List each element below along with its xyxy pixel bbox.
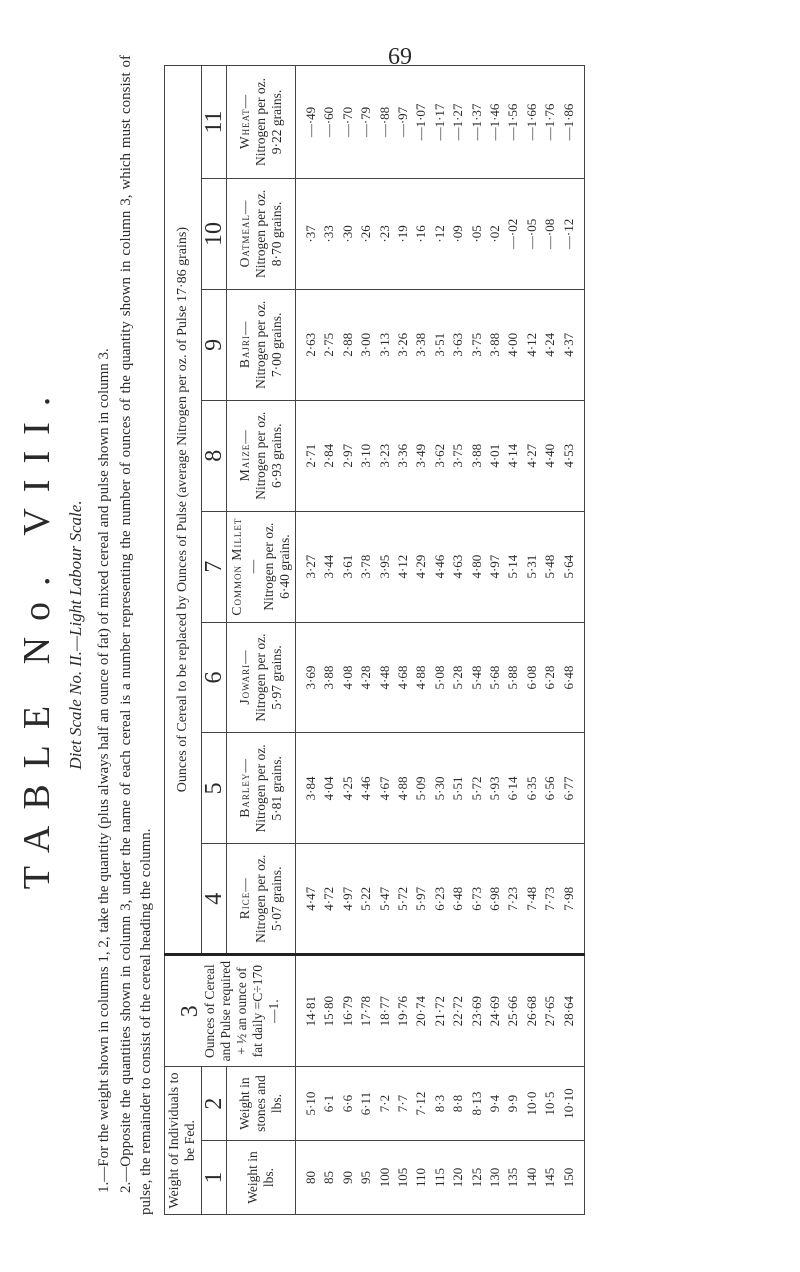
header-col-3 xyxy=(165,955,296,1067)
table-cell: 4·53 xyxy=(560,443,576,468)
table-cell: ·26 xyxy=(358,225,374,243)
table-cell: 5·31 xyxy=(523,554,539,579)
table-cell: 3·13 xyxy=(376,332,392,357)
table-cell: 3·78 xyxy=(358,554,374,579)
table-cell: 22·72 xyxy=(450,996,466,1027)
table-cell: 5·47 xyxy=(376,886,392,911)
table-cell: 3·61 xyxy=(339,554,355,579)
table-cell: 3·27 xyxy=(303,554,318,579)
table-cell: 4·01 xyxy=(487,443,503,468)
bajri-values xyxy=(296,289,585,400)
table-cell: 4·67 xyxy=(376,776,392,801)
col-number-2: 2 xyxy=(202,1067,227,1141)
table-cell: 19·76 xyxy=(395,996,411,1027)
table-cell: 5·48 xyxy=(542,554,558,579)
table-cell: 4·97 xyxy=(339,886,355,911)
wheat-nitrogen: Nitrogen per oz. 9·22 grains. xyxy=(253,77,284,167)
table-cell: 4·40 xyxy=(542,443,558,468)
table-cell: —1·17 xyxy=(431,103,447,141)
table-cell: 6·73 xyxy=(468,886,484,911)
table-cell: ·33 xyxy=(321,225,337,243)
table-cell: 6·56 xyxy=(542,776,558,801)
table-cell: 4·04 xyxy=(321,776,337,801)
table-cell: 5·22 xyxy=(358,886,374,911)
table-cell: 15·80 xyxy=(321,996,337,1027)
table-cell: 6·98 xyxy=(487,886,503,911)
table-cell: 5·97 xyxy=(413,886,429,911)
maize-label: Maize xyxy=(237,443,252,482)
table-cell: 3·36 xyxy=(395,443,411,468)
table-cell: 5·93 xyxy=(487,776,503,801)
table-cell: —·60 xyxy=(321,106,337,138)
table-cell: 4·46 xyxy=(358,776,374,801)
table-cell: 3·88 xyxy=(468,443,484,468)
table-cell: 4·37 xyxy=(560,332,576,357)
table-cell: 28·64 xyxy=(560,996,576,1027)
table-cell: 4·00 xyxy=(505,332,521,357)
table-cell: 80 xyxy=(303,1171,318,1185)
table-cell: —·88 xyxy=(376,106,392,138)
table-cell: ·09 xyxy=(450,225,466,243)
rice-nitrogen: Nitrogen per oz. 5·07 grains. xyxy=(253,854,284,943)
weight-lbs-values xyxy=(296,1141,585,1215)
table-cell: 5·48 xyxy=(468,665,484,690)
table-cell: 4·72 xyxy=(321,886,337,911)
table-cell: 25·66 xyxy=(505,996,521,1027)
table-cell: 3·51 xyxy=(431,332,447,357)
table-cell: —·12 xyxy=(560,218,576,250)
col-number-11: 11 xyxy=(202,66,227,179)
table-cell: 145 xyxy=(542,1167,558,1188)
maize-nitrogen: Nitrogen per oz. 6·93 grains. xyxy=(253,411,284,500)
table-cell: 10·5 xyxy=(542,1091,558,1116)
barley-nitrogen: Nitrogen per oz. 5·81 grains. xyxy=(253,744,284,833)
barley-label: Barley xyxy=(237,772,252,818)
page-number: 69 xyxy=(388,44,412,70)
header-wheat: Wheat— Nitrogen per oz. 9·22 grains. xyxy=(227,66,296,179)
table-cell: 6·48 xyxy=(450,886,466,911)
millet-values xyxy=(296,511,585,622)
table-cell: 7·73 xyxy=(542,886,558,911)
table-cell: 8·13 xyxy=(468,1091,484,1116)
table-cell: 5·09 xyxy=(413,776,429,801)
table-cell: 4·88 xyxy=(413,665,429,690)
table-cell: 10·10 xyxy=(560,1088,576,1119)
header-weight-lbs: Weight in lbs. xyxy=(227,1141,296,1215)
table-cell: 4·28 xyxy=(358,665,374,690)
table-cell: 5·08 xyxy=(431,665,447,690)
header-bajri: Bajri— Nitrogen per oz. 7·00 grains. xyxy=(227,289,296,400)
diet-scale-table xyxy=(164,65,585,1215)
table-cell: —1·86 xyxy=(560,103,576,141)
table-cell: 4·25 xyxy=(339,776,355,801)
table-cell: 5·30 xyxy=(431,776,447,801)
header-weight-stones: Weight in stones and lbs. xyxy=(227,1067,296,1141)
table-cell: 110 xyxy=(413,1168,429,1188)
table-cell: 6·14 xyxy=(505,776,521,801)
table-cell: 4·88 xyxy=(395,776,411,801)
table-cell: 3·23 xyxy=(376,443,392,468)
bajri-nitrogen: Nitrogen per oz. 7·00 grains. xyxy=(253,300,284,389)
table-cell: 3·88 xyxy=(321,665,337,690)
ounces-values xyxy=(296,955,585,1067)
table-subtitle: Diet Scale No. II.—Light Labour Scale. xyxy=(66,500,85,770)
table-cell: 6·48 xyxy=(560,665,576,690)
table-cell: 3·75 xyxy=(468,332,484,357)
table-cell: 100 xyxy=(376,1167,392,1188)
table-cell: 3·44 xyxy=(321,554,337,579)
col-number-9: 9 xyxy=(202,289,227,400)
oatmeal-values xyxy=(296,178,585,289)
col-number-7: 7 xyxy=(202,511,227,622)
header-cereal-group: Ounces of Cereal to be replaced by Ounces of Pulse (average Nitrogen per oz. of Pulse 17·86 grains) xyxy=(165,66,202,955)
table-cell: —1·56 xyxy=(505,103,521,141)
col-number-8: 8 xyxy=(202,400,227,511)
table-cell: 10·0 xyxy=(523,1091,539,1116)
table-cell: 24·69 xyxy=(487,996,503,1027)
table-cell: 5·64 xyxy=(560,554,576,579)
table-cell: 135 xyxy=(505,1167,521,1188)
table-cell: 4·24 xyxy=(542,332,558,357)
oatmeal-label: Oatmeal xyxy=(237,214,252,268)
table-cell: 6·28 xyxy=(542,665,558,690)
table-cell: 5·14 xyxy=(505,554,521,579)
table-cell: 8·3 xyxy=(431,1094,447,1113)
table-cell: —·70 xyxy=(339,106,355,138)
note-2: 2.—Opposite the quantities shown in column 3, under the name of each cereal is a number representing the number of ounces of the quantity shown in column 3, which must consist of pulse, the remainder to consist of the cereal heading the column. xyxy=(118,55,154,1215)
table-cell: ·12 xyxy=(431,225,447,243)
group-header-row xyxy=(165,66,202,1215)
table-cell: 115 xyxy=(431,1168,447,1188)
table-cell: ·19 xyxy=(395,225,411,243)
table-cell: 150 xyxy=(560,1167,576,1188)
header-maize: Maize— Nitrogen per oz. 6·93 grains. xyxy=(227,400,296,511)
table-cell: 6·77 xyxy=(560,776,576,801)
table-cell: —·49 xyxy=(303,106,318,138)
table-cell: 6·6 xyxy=(339,1094,355,1113)
table-cell: —1·07 xyxy=(413,103,429,141)
table-cell: 85 xyxy=(321,1171,337,1185)
table-cell: 16·79 xyxy=(339,996,355,1027)
table-cell: 90 xyxy=(339,1171,355,1185)
table-cell: 4·80 xyxy=(468,554,484,579)
col-number-4: 4 xyxy=(202,844,227,955)
table-cell: 7·12 xyxy=(413,1091,429,1116)
table-cell: 4·97 xyxy=(487,554,503,579)
table-cell: —1·27 xyxy=(450,103,466,141)
millet-nitrogen: Nitrogen per oz. 6·40 grains. xyxy=(261,522,292,611)
table-cell: 6·1 xyxy=(321,1094,337,1113)
header-jowari: Jowari— Nitrogen per oz. 5·97 grains. xyxy=(227,622,296,733)
table-cell: 9·9 xyxy=(505,1094,521,1113)
table-cell: 125 xyxy=(468,1167,484,1188)
header-rice: Rice— Nitrogen per oz. 5·07 grains. xyxy=(227,844,296,955)
table-cell: 4·29 xyxy=(413,554,429,579)
table-cell: 3·00 xyxy=(358,332,374,357)
table-cell: —·97 xyxy=(395,106,411,138)
col-number-6: 6 xyxy=(202,622,227,733)
header-barley: Barley— Nitrogen per oz. 5·81 grains. xyxy=(227,733,296,844)
table-cell: 2·97 xyxy=(339,443,355,468)
table-cell: 5·68 xyxy=(487,665,503,690)
jowari-nitrogen: Nitrogen per oz. 5·97 grains. xyxy=(253,633,284,722)
table-cell: —·05 xyxy=(523,218,539,250)
table-cell: 5·88 xyxy=(505,665,521,690)
bajri-label: Bajri xyxy=(237,335,252,369)
table-cell: 7·7 xyxy=(395,1094,411,1113)
table-cell: 4·68 xyxy=(395,665,411,690)
table-cell: 5·51 xyxy=(450,776,466,801)
wheat-values xyxy=(296,66,585,179)
table-cell: 18·77 xyxy=(376,996,392,1027)
col-number-1: 1 xyxy=(202,1141,227,1215)
table-cell: 4·63 xyxy=(450,554,466,579)
table-cell: 6·35 xyxy=(523,776,539,801)
table-cell: 5·72 xyxy=(468,776,484,801)
table-cell: 9·4 xyxy=(487,1094,503,1113)
table-cell: —1·46 xyxy=(487,103,503,141)
col-number-5: 5 xyxy=(202,733,227,844)
jowari-label: Jowari xyxy=(237,663,252,705)
table-cell: ·02 xyxy=(487,225,503,243)
table-cell: 2·88 xyxy=(339,332,355,357)
table-cell: 3·62 xyxy=(431,443,447,468)
table-cell: 120 xyxy=(450,1167,466,1188)
table-cell: ·16 xyxy=(413,225,429,243)
table-cell: 7·23 xyxy=(505,886,521,911)
table-cell: 2·63 xyxy=(303,332,318,357)
table-cell: ·37 xyxy=(303,225,318,243)
table-cell: 2·84 xyxy=(321,443,337,468)
table-cell: 20·74 xyxy=(413,996,429,1027)
table-cell: 6·08 xyxy=(523,665,539,690)
table-cell: 3·84 xyxy=(303,776,318,801)
barley-values xyxy=(296,733,585,844)
table-cell: 6·11 xyxy=(358,1091,374,1116)
rotated-page-content xyxy=(10,55,800,1215)
table-cell: 4·08 xyxy=(339,665,355,690)
table-cell: 2·75 xyxy=(321,332,337,357)
header-oatmeal: Oatmeal— Nitrogen per oz. 8·70 grains. xyxy=(227,178,296,289)
table-cell: 130 xyxy=(487,1167,503,1188)
table-cell: 3·63 xyxy=(450,332,466,357)
table-cell: 4·48 xyxy=(376,665,392,690)
weight-stones-values xyxy=(296,1067,585,1141)
table-cell: 3·26 xyxy=(395,332,411,357)
table-cell: 3·75 xyxy=(450,443,466,468)
rice-values xyxy=(296,844,585,955)
table-cell: ·05 xyxy=(468,225,484,243)
header-ounces: Ounces of Cereal and Pulse required + ½ an ounce of fat daily =C÷170—1. xyxy=(202,960,281,1062)
rice-label: Rice xyxy=(237,891,252,920)
table-cell: —·08 xyxy=(542,218,558,250)
table-cell: —1·37 xyxy=(468,103,484,141)
table-cell: —1·76 xyxy=(542,103,558,141)
table-cell: 5·10 xyxy=(303,1091,318,1116)
oatmeal-nitrogen: Nitrogen per oz. 8·70 grains. xyxy=(253,189,284,278)
jowari-values xyxy=(296,622,585,733)
table-cell: 3·95 xyxy=(376,554,392,579)
table-cell: 2·71 xyxy=(303,443,318,468)
table-cell: 5·28 xyxy=(450,665,466,690)
table-cell: 3·49 xyxy=(413,443,429,468)
table-cell: 4·27 xyxy=(523,443,539,468)
table-cell: 3·38 xyxy=(413,332,429,357)
wheat-label: Wheat xyxy=(237,108,252,150)
millet-label: Common Millet xyxy=(229,517,244,616)
table-cell: 7·98 xyxy=(560,886,576,911)
col-number-10: 10 xyxy=(202,178,227,289)
table-cell: 21·72 xyxy=(431,996,447,1027)
table-cell: 23·69 xyxy=(468,996,484,1027)
table-cell: 4·12 xyxy=(523,332,539,357)
data-row xyxy=(296,66,585,1215)
table-cell: 8·8 xyxy=(450,1094,466,1113)
table-cell: ·30 xyxy=(339,225,355,243)
table-cell: 7·48 xyxy=(523,886,539,911)
table-cell: 3·69 xyxy=(303,665,318,690)
table-cell: 14·81 xyxy=(303,996,318,1027)
table-cell: 27·65 xyxy=(542,996,558,1027)
table-cell: 4·12 xyxy=(395,554,411,579)
table-cell: 3·88 xyxy=(487,332,503,357)
table-title: TABLE No. VIII. xyxy=(16,380,58,890)
note-1: 1.—For the weight shown in columns 1, 2, take the quantity (plus always half an ounce of fat) of mixed cereal and pulse shown in column 3. xyxy=(96,348,112,1193)
table-cell: ·23 xyxy=(376,225,392,243)
table-cell: 17·78 xyxy=(358,996,374,1027)
table-cell: 7·2 xyxy=(376,1094,392,1113)
table-cell: —·79 xyxy=(358,106,374,138)
table-cell: —1·66 xyxy=(523,103,539,141)
header-millet: Common Millet— Nitrogen per oz. 6·40 grains. xyxy=(227,511,296,622)
table-cell: 95 xyxy=(358,1171,374,1185)
table-cell: 4·46 xyxy=(431,554,447,579)
maize-values xyxy=(296,400,585,511)
table-cell: 140 xyxy=(523,1167,539,1188)
table-cell: 4·47 xyxy=(303,886,318,911)
table-cell: 105 xyxy=(395,1167,411,1188)
table-cell: 6·23 xyxy=(431,886,447,911)
header-weight-group: Weight of Individuals to be Fed. xyxy=(165,1067,202,1215)
table-cell: 4·14 xyxy=(505,443,521,468)
table-cell: 26·68 xyxy=(523,996,539,1027)
table-cell: 5·72 xyxy=(395,886,411,911)
col-number-3: 3 xyxy=(177,1005,203,1018)
table-cell: 3·10 xyxy=(358,443,374,468)
table-cell: —·02 xyxy=(505,218,521,250)
